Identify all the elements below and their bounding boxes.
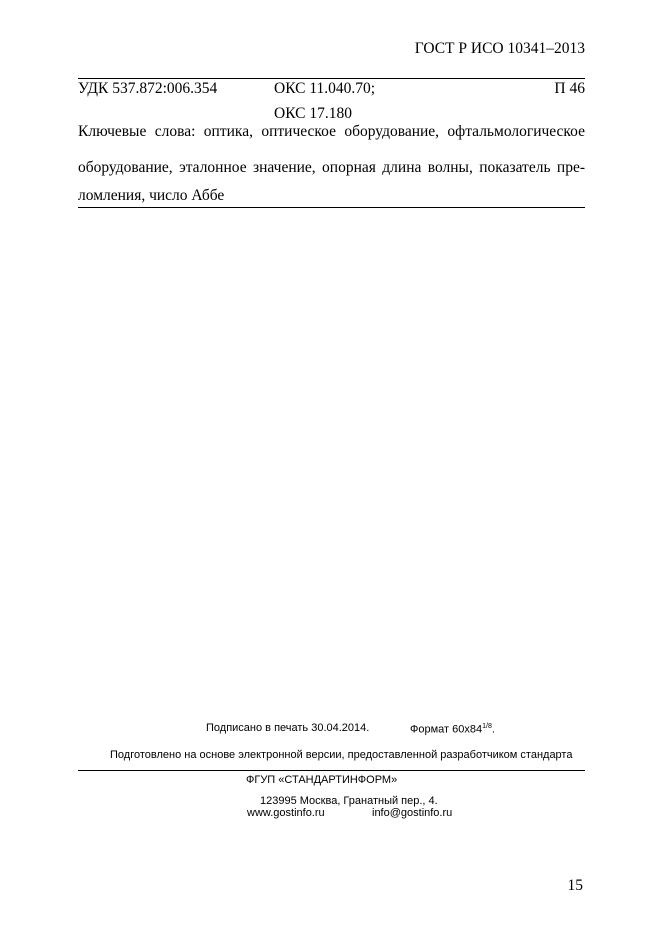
publisher-name: ФГУП «СТАНДАРТИНФОРМ» xyxy=(246,774,398,786)
keywords-line-1: Ключевые слова: оптика, оптическое оборудование, офтальмологическое xyxy=(78,123,585,140)
prepared-note: Подготовлено на основе электронной версии, предоставленной разработчиком стандарта xyxy=(110,749,573,761)
keywords-line-2: оборудование, эталонное значение, опорная длина волны, показатель пре- xyxy=(78,159,585,176)
format-fraction: 1/8 xyxy=(482,723,492,730)
signed-date: Подписано в печать 30.04.2014. xyxy=(206,722,370,734)
paper-format xyxy=(410,723,495,736)
oks-code-2: ОКС 17.180 xyxy=(274,105,352,122)
udk-code: УДК 537.872:006.354 xyxy=(78,80,218,97)
oks-code-1: ОКС 11.040.70; xyxy=(274,80,376,97)
website-link[interactable]: www.gostinfo.ru xyxy=(247,807,325,819)
divider xyxy=(78,78,585,79)
format-text: Формат 60х84 xyxy=(410,723,483,736)
standard-designation: ГОСТ Р ИСО 10341–2013 xyxy=(414,40,585,57)
format-end: . xyxy=(491,723,495,736)
divider xyxy=(78,770,585,771)
publisher-address: 123995 Москва, Гранатный пер., 4. xyxy=(260,795,438,807)
keywords-line-3: ломления, число Аббе xyxy=(78,187,225,204)
divider xyxy=(78,207,585,208)
page-number: 15 xyxy=(567,877,583,894)
group-code: П 46 xyxy=(554,80,585,97)
email-link[interactable]: info@gostinfo.ru xyxy=(372,807,453,819)
